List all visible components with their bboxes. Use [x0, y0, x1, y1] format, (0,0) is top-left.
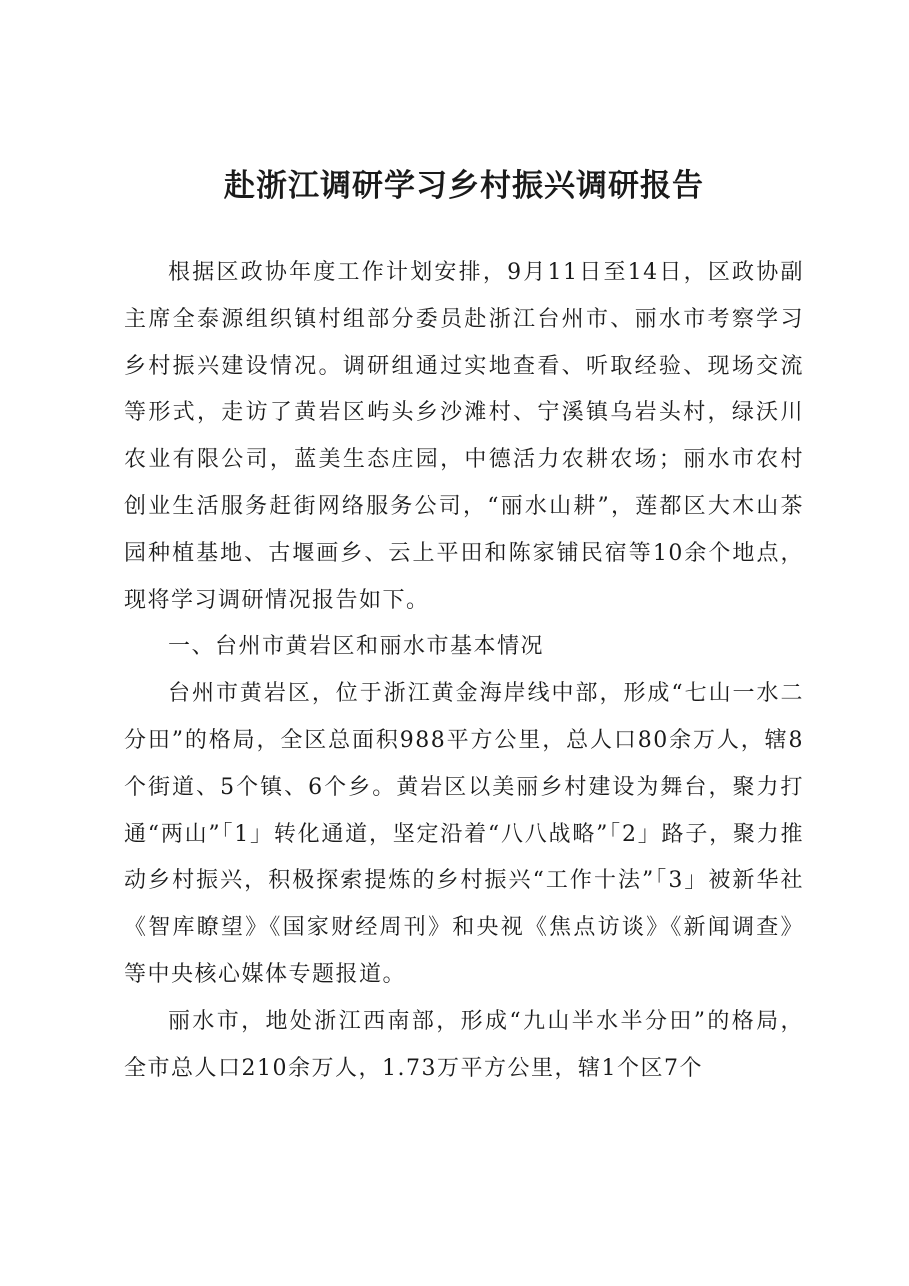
- intro-paragraph: 根据区政协年度工作计划安排，9月11日至14日，区政协副主席全泰源组织镇村组部分委员赴浙江台州市、丽水市考察学习乡村振兴建设情况。调研组通过实地查看、听取经验、现场交流等形式，走访了黄岩区屿头乡沙滩村、宁溪镇乌岩头村，绿沃川农业有限公司，蓝美生态庄园，中德活力农耕农场；丽水市农村创业生活服务赶街网络服务公司，“丽水山耕”，莲都区大木山茶园种植基地、古堰画乡、云上平田和陈家铺民宿等10余个地点，现将学习调研情况报告如下。: [124, 260, 804, 613]
- huangyan-paragraph: 台州市黄岩区，位于浙江黄金海岸线中部，形成“七山一水二分田”的格局，全区总面积988平方公里，总人口80余万人，辖8个街道、5个镇、6个乡。黄岩区以美丽乡村建设为舞台，聚力打通“两山”「1」转化通道，坚定沿着“八八战略”「2」路子，聚力推动乡村振兴，积极探索提炼的乡村振兴“工作十法”「3」被新华社《智库瞭望》《国家财经周刊》和央视《焦点访谈》《新闻调查》等中央核心媒体专题报道。: [124, 681, 804, 987]
- document-body: [124, 250, 804, 1092]
- document-title: 赴浙江调研学习乡村振兴调研报告: [224, 168, 704, 204]
- lishui-paragraph: 丽水市，地处浙江西南部，形成“九山半水半分田”的格局，全市总人口210余万人，1.73万平方公里，辖1个区7个: [124, 1008, 804, 1081]
- section-heading-1: 一、台州市黄岩区和丽水市基本情况: [168, 634, 545, 660]
